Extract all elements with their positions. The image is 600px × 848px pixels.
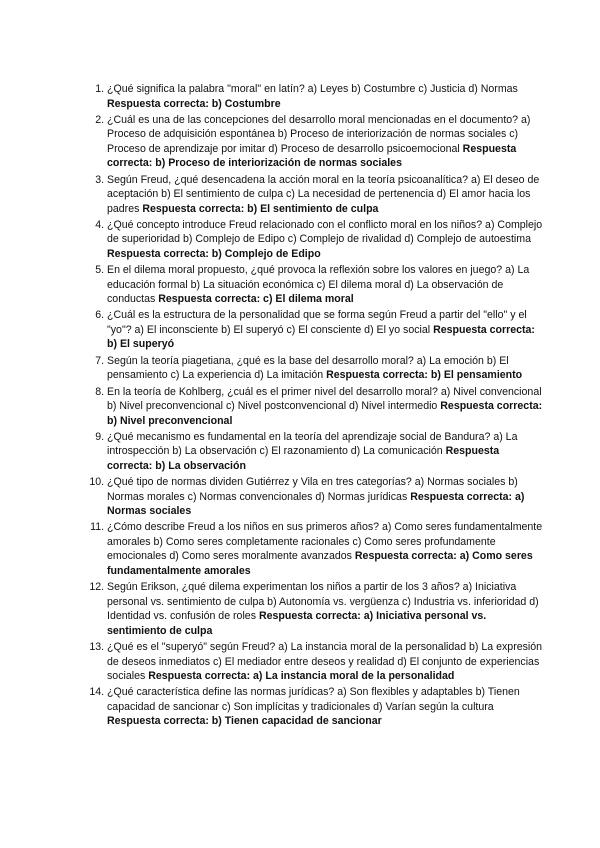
question-text: ¿Qué mecanismo es fundamental en la teoría del aprendizaje social de Bandura? a) La introspección b) La observación c) El razonamiento d) La comunicación <box>107 430 518 458</box>
question-text: ¿Qué concepto introduce Freud relacionado con el conflicto moral en los niños? a) Complejo de superioridad b) Complejo de Edipo c) Complejo de rivalidad d) Complejo de autoestima <box>107 218 543 246</box>
question-text: En el dilema moral propuesto, ¿qué provoca la reflexión sobre los valores en juego? a) La educación formal b) La situación económica c) El dilema moral d) La observación de conductas <box>107 264 530 306</box>
answer-text: Respuesta correcta: b) Tienen capacidad de sancionar <box>107 715 382 728</box>
question-text: ¿Cómo describe Freud a los niños en sus primeros años? a) Como seres fundamentalmente amorales b) Como seres completamente racionales c) Como seres profundamente emocionales d) Como seres moralmente avanzados <box>107 521 543 563</box>
answer-text: Respuesta correcta: b) El pensamiento <box>326 369 523 382</box>
question-text: Según la teoría piagetiana, ¿qué es la base del desarrollo moral? a) La emoción b) El pensamiento c) La experiencia d) La imitación <box>107 354 509 382</box>
question-text: ¿Cuál es la estructura de la personalidad que se forma según Freud a partir del "ello" y el "yo"? a) El inconsciente b) El superyó c) El consciente d) El yo social <box>107 309 527 336</box>
list-item <box>107 113 547 171</box>
answer-text: Respuesta correcta: b) La observación <box>107 445 500 472</box>
list-item <box>107 685 547 729</box>
question-text: ¿Qué característica define las normas jurídicas? a) Son flexibles y adaptables b) Tienen capacidad de sancionar c) Son implícitas y tradicionales d) Varían según la cultura <box>107 686 520 713</box>
list-item <box>107 580 547 638</box>
question-text: ¿Qué tipo de normas dividen Gutiérrez y Vila en tres categorías? a) Normas sociales b) Normas morales c) Normas convencionales d) Normas jurídicas <box>107 476 518 503</box>
answer-text: Respuesta correcta: a) Iniciativa personal vs. sentimiento de culpa <box>107 610 487 637</box>
question-text: ¿Qué es el "superyó" según Freud? a) La instancia moral de la personalidad b) La expresión de deseos inmediatos c) El mediador entre deseos y realidad d) El conjunto de experiencias sociales <box>107 641 543 683</box>
answer-text: Respuesta correcta: a) Normas sociales <box>107 490 525 518</box>
list-item <box>107 430 547 474</box>
list-item <box>107 173 547 217</box>
answer-text: Respuesta correcta: b) Proceso de interiorización de normas sociales <box>107 142 517 170</box>
answer-text: Respuesta correcta: b) Nivel preconvencional <box>107 400 543 427</box>
list-item <box>107 308 547 352</box>
question-text: En la teoría de Kohlberg, ¿cuál es el primer nivel del desarrollo moral? a) Nivel convencional b) Nivel preconvencional c) Nivel postconvencional d) Nivel intermedio <box>107 385 542 413</box>
answer-text: Respuesta correcta: b) Complejo de Edipo <box>107 247 321 260</box>
list-item <box>107 385 547 429</box>
answer-text: Respuesta correcta: b) El sentimiento de culpa <box>142 202 379 215</box>
answer-text: Respuesta correcta: b) El superyó <box>107 323 535 351</box>
answer-text: Respuesta correcta: a) Como seres fundamentalmente amorales <box>107 550 533 577</box>
list-item <box>107 263 547 307</box>
list-item <box>107 354 547 383</box>
answer-text: Respuesta correcta: c) El dilema moral <box>158 293 354 306</box>
list-item <box>107 475 547 519</box>
question-text: ¿Cuál es una de las concepciones del desarrollo moral mencionadas en el documento? a) Proceso de adquisición espontánea b) Proceso de interiorización de normas sociales c) Proceso de aprendizaje por imitar d) Proceso de desarrollo psicoemocional <box>107 113 531 155</box>
question-text: Según Freud, ¿qué desencadena la acción moral en la teoría psicoanalítica? a) El deseo de aceptación b) El sentimiento de culpa c) La necesidad de pertenencia d) El amor hacia los padres <box>107 173 540 215</box>
list-item <box>107 520 547 578</box>
list-item <box>107 218 547 262</box>
answer-text: Respuesta correcta: a) La instancia moral de la personalidad <box>148 670 455 683</box>
question-text: Según Erikson, ¿qué dilema experimentan los niños a partir de los 3 años? a) Iniciativa personal vs. sentimiento de culpa b) Autonomía vs. vergüenza c) Industria vs. inferioridad d) Identidad vs. confusión de roles <box>107 581 539 623</box>
list-item <box>107 82 547 111</box>
question-text: ¿Qué significa la palabra "moral" en latín? a) Leyes b) Costumbre c) Justicia d) Normas <box>107 83 518 95</box>
question-list <box>85 82 547 731</box>
answer-text: Respuesta correcta: b) Costumbre <box>107 97 281 110</box>
list-item <box>107 640 547 684</box>
